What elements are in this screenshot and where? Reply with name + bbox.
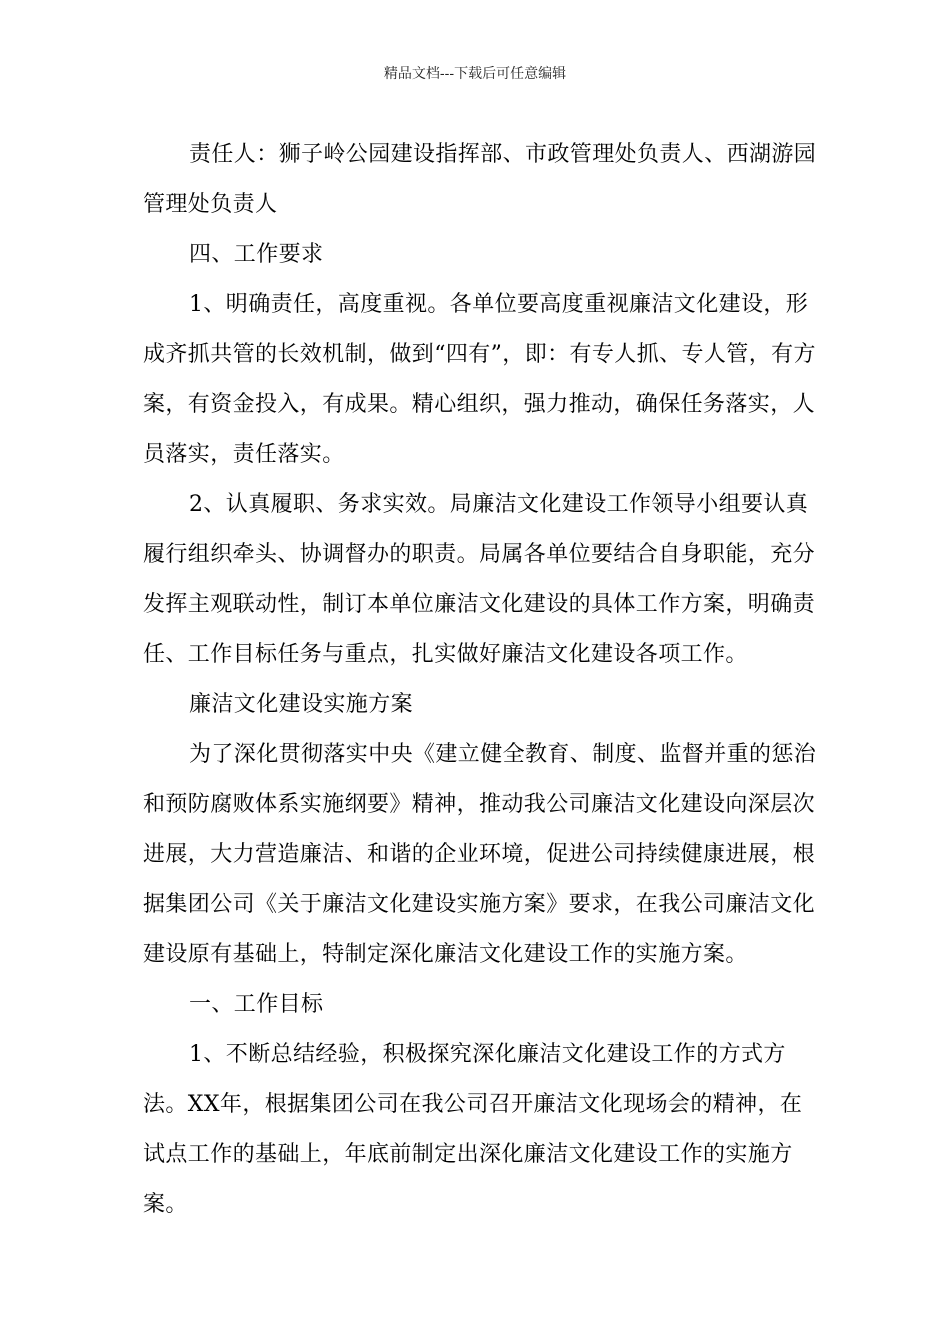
paragraph-requirement-2: 2、认真履职、务求实效。局廉洁文化建设工作领导小组要认真履行组织牵头、协调督办的职责。局属各单位要结合自身职能，充分发挥主观联动性，制订本单位廉洁文化建设的具体工作方案，明确责任、工作目标任务与重点，扎实做好廉洁文化建设各项工作。 [143, 492, 816, 667]
paragraph-requirement-1: 1、明确责任，高度重视。各单位要高度重视廉洁文化建设，形成齐抓共管的长效机制，做到“四有”，即：有专人抓、专人管，有方案，有资金投入，有成果。精心组织，强力推动，确保任务落实，人员落实，责任落实。 [143, 292, 816, 467]
document-title: 廉洁文化建设实施方案 [189, 692, 414, 717]
paragraph-responsible-persons: 责任人：狮子岭公园建设指挥部、市政管理处负责人、西湖游园管理处负责人 [143, 142, 817, 217]
paragraph-introduction: 为了深化贯彻落实中央《建立健全教育、制度、监督并重的惩治和预防腐败体系实施纲要》精神，推动我公司廉洁文化建设向深层次进展，大力营造廉洁、和谐的企业环境，促进公司持续健康进展，根据集团公司《关于廉洁文化建设实施方案》要求，在我公司廉洁文化建设原有基础上，特制定深化廉洁文化建设工作的实施方案。 [143, 742, 817, 967]
section-heading-work-requirements: 四、工作要求 [189, 242, 324, 267]
paragraph-goal-1: 1、不断总结经验，积极探究深化廉洁文化建设工作的方式方法。XX年，根据集团公司在我公司召开廉洁文化现场会的精神，在试点工作的基础上，年底前制定出深化廉洁文化建设工作的实施方案。 [143, 1042, 803, 1217]
section-heading-work-goals: 一、工作目标 [189, 992, 324, 1017]
document-body [143, 130, 823, 1230]
page-header: 精品文档---下载后可任意编辑 [383, 66, 567, 82]
